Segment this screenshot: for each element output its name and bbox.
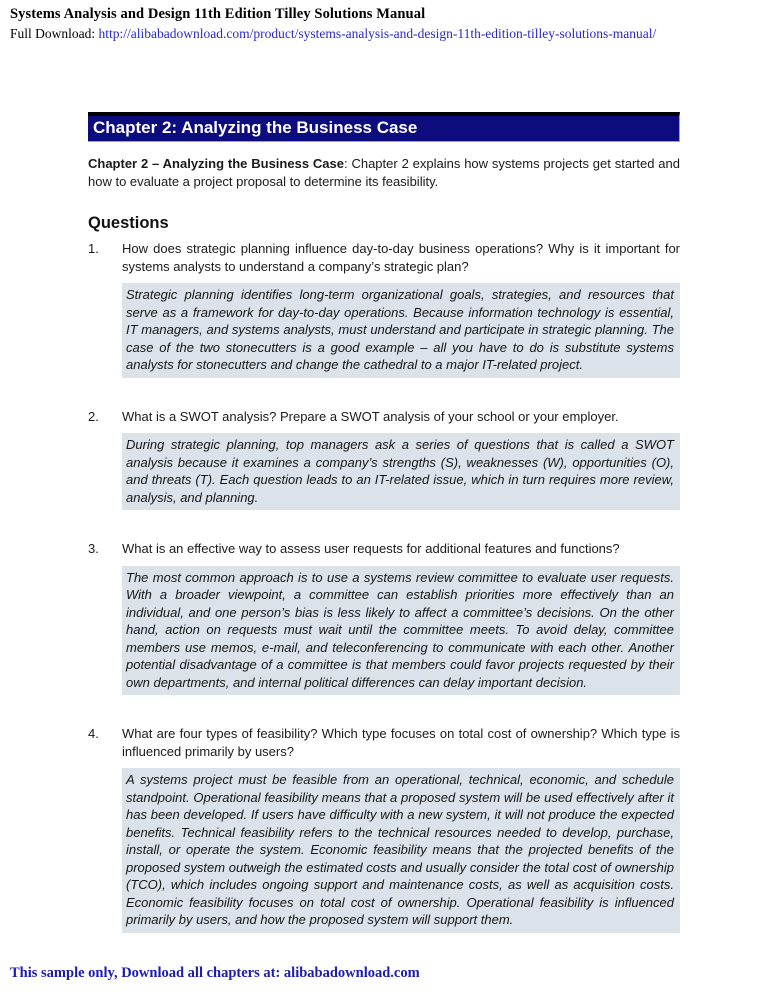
chapter-intro-rest: : Chapter 2 explains how systems projects get started and how to evaluate a project proposal to determine its feasibility. <box>88 156 681 189</box>
answer-text-4: A systems project must be feasible from an operational, technical, economic, and schedule standpoint. Operational feasibility means that a proposed system will be used effectively after it has been developed. If users have difficulty with a new system, it will not produce the expected benefits. Technical feasibility refers to the technical resources needed to develop, purchase, install, or operate the system. Economic feasibility means that the projected benefits of the proposed system outweigh the estimated costs and usually consider the total cost of ownership (TCO), which includes ongoing support and maintenance costs, as well as acquisition costs. Economic feasibility focuses on total cost of ownership. Operational feasibility is influenced primarily by users, and how the proposed system will support them. <box>122 768 680 933</box>
qa-item-2 <box>88 408 680 511</box>
manual-title: Systems Analysis and Design 11th Edition Tilley Solutions Manual <box>10 6 426 22</box>
question-text: What is a SWOT analysis? Prepare a SWOT analysis of your school or your employer. <box>122 408 619 424</box>
question-text: What is an effective way to assess user requests for additional features and functions? <box>122 541 620 556</box>
document-footer <box>10 965 420 982</box>
chapter-title-banner: Chapter 2: Analyzing the Business Case <box>88 112 680 142</box>
chapter-intro <box>88 155 680 190</box>
qa-item-4 <box>88 725 680 933</box>
question-row-2 <box>88 408 680 426</box>
download-label: Full Download: <box>10 26 99 41</box>
qa-item-1 <box>88 240 680 378</box>
question-number: 2. <box>88 408 99 424</box>
question-text: What are four types of feasibility? Which type focuses on total cost of ownership? Which type is influenced primarily by users? <box>122 726 680 759</box>
footer-note-label: This sample only, Download all chapters at: <box>10 965 284 981</box>
qa-item-3 <box>88 540 680 695</box>
question-text: How does strategic planning influence day-to-day business operations? Why is it important for systems analysts to understand a company’s strategic plan? <box>122 241 680 274</box>
question-row-1 <box>88 240 680 275</box>
question-number: 1. <box>88 241 99 256</box>
chapter-content <box>88 112 680 933</box>
footer-site-link[interactable]: alibabadownload.com <box>283 965 420 981</box>
download-link[interactable]: http://alibabadownload.com/product/systems-analysis-and-design-11th-edition-tilley-solutions-manual/ <box>98 26 657 41</box>
question-number: 3. <box>88 541 99 556</box>
download-line <box>10 26 758 42</box>
question-row-4 <box>88 725 680 760</box>
questions-heading: Questions <box>88 214 169 232</box>
question-number: 4. <box>88 726 99 741</box>
document-header <box>10 6 758 42</box>
answer-text-3: The most common approach is to use a systems review committee to evaluate user requests. With a broader viewpoint, a committee can establish priorities more effectively than an individual, and one person’s bias is less likely to affect a committee’s decisions. On the other hand, action on requests must wait until the committee meets. To avoid delay, committee members use memos, e-mail, and teleconferencing to communicate with each other. Another potential disadvantage of a committee is that members could favor projects requested by their own departments, and internal political differences can delay important decision. <box>122 566 680 696</box>
chapter-intro-lead: Chapter 2 – Analyzing the Business Case <box>88 156 344 171</box>
answer-text-1: Strategic planning identifies long-term organizational goals, strategies, and resources that serve as a framework for day-to-day operations. Because information technology is essential, IT managers, and systems analysts, must understand and participate in strategic planning. The case of the two stonecutters is a good example – all you have to do is substitute systems analysts for stonecutters and change the cathedral to a major IT-related project. <box>122 283 680 378</box>
question-row-3 <box>88 540 680 558</box>
answer-text-2: During strategic planning, top managers ask a series of questions that is called a SWOT analysis because it examines a company’s strengths (S), weaknesses (W), opportunities (O), and threats (T). Each question leads to an IT-related issue, which in turn requires more review, analysis, and planning. <box>122 433 680 510</box>
